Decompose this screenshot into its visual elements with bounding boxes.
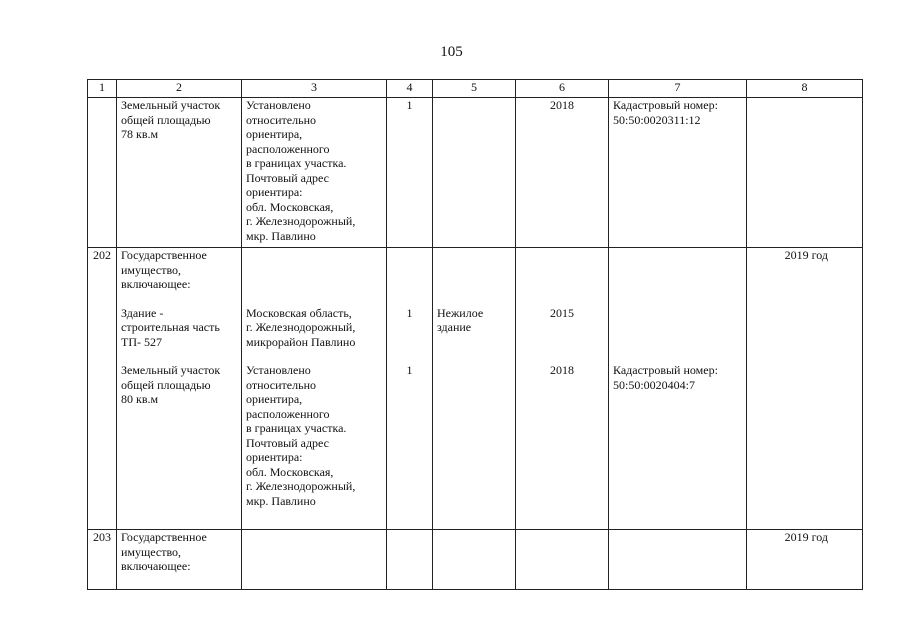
header-cell: 4 <box>387 80 433 98</box>
address-line: Почтовый адрес <box>246 170 330 185</box>
title-line: Государственное <box>121 530 207 544</box>
year-value: 2015 <box>550 305 574 320</box>
type-cell <box>433 530 516 590</box>
address-line: ориентира: <box>246 450 303 464</box>
note-cell <box>609 248 747 530</box>
name-line: Земельный участок <box>121 363 221 377</box>
name-line: Здание - <box>121 305 164 320</box>
row-number-cell <box>88 98 117 248</box>
address-cell <box>242 98 387 248</box>
note-line: Кадастровый номер: <box>613 363 718 377</box>
quantity-cell <box>387 248 433 530</box>
period-cell <box>747 98 863 248</box>
note-line: Кадастровый номер: <box>613 98 718 112</box>
type-line: здание <box>437 320 472 334</box>
row-number-cell: 202 <box>88 248 117 530</box>
address-line: расположенного <box>246 141 330 156</box>
name-line: 78 кв.м <box>121 127 159 141</box>
quantity-value: 1 <box>406 363 413 377</box>
name-cell <box>117 248 242 530</box>
address-line: Московская область, <box>246 305 352 320</box>
address-line: обл. Московская, <box>246 464 334 479</box>
address-line: мкр. Павлино <box>246 493 316 508</box>
year-cell <box>516 530 609 590</box>
address-line: ориентира, <box>246 127 303 141</box>
year-cell <box>516 248 609 530</box>
header-cell: 7 <box>609 80 747 98</box>
address-line: относительно <box>246 112 317 127</box>
quantity-cell <box>387 530 433 590</box>
address-line: г. Железнодорожный, <box>246 479 356 493</box>
address-line: Установлено <box>246 98 311 112</box>
address-line: ориентира: <box>246 185 303 199</box>
name-line: общей площадью <box>121 377 211 392</box>
name-line: Земельный участок <box>121 98 221 112</box>
address-line: ориентира, <box>246 392 303 406</box>
name-cell <box>117 530 242 590</box>
note-cell <box>609 98 747 248</box>
name-line: общей площадью <box>121 112 211 127</box>
title-line: имущество, <box>121 544 182 559</box>
year-value: 2018 <box>550 363 574 377</box>
property-table <box>87 79 863 590</box>
address-line: обл. Московская, <box>246 199 334 214</box>
address-line: мкр. Павлино <box>246 228 316 243</box>
name-cell <box>117 98 242 248</box>
year-cell: 2018 <box>516 98 609 248</box>
header-cell: 2 <box>117 80 242 98</box>
address-line: относительно <box>246 377 317 392</box>
address-line: Почтовый адрес <box>246 435 330 450</box>
address-cell <box>242 248 387 530</box>
table-row <box>88 98 863 248</box>
row-number-cell: 203 <box>88 530 117 590</box>
table-row <box>88 530 863 590</box>
note-line: 50:50:0020404:7 <box>613 377 696 392</box>
quantity-cell: 1 <box>387 98 433 248</box>
address-line: г. Железнодорожный, <box>246 320 356 334</box>
name-line: ТП- 527 <box>121 334 162 349</box>
period-cell: 2019 год <box>747 248 863 530</box>
header-cell: 1 <box>88 80 117 98</box>
header-cell: 8 <box>747 80 863 98</box>
type-cell <box>433 248 516 530</box>
title-line: включающее: <box>121 559 191 573</box>
note-line: 50:50:0020311:12 <box>613 112 701 127</box>
address-cell <box>242 530 387 590</box>
table-row <box>88 248 863 530</box>
period-cell: 2019 год <box>747 530 863 590</box>
address-line: расположенного <box>246 406 330 421</box>
address-line: в границах участка. <box>246 156 347 170</box>
quantity-value: 1 <box>406 305 413 320</box>
name-line: 80 кв.м <box>121 392 159 406</box>
title-line: включающее: <box>121 277 191 291</box>
title-line: имущество, <box>121 262 182 277</box>
header-cell: 5 <box>433 80 516 98</box>
address-line: в границах участка. <box>246 421 347 435</box>
page-number: 105 <box>440 44 463 60</box>
type-line: Нежилое <box>437 305 484 320</box>
name-line: строительная часть <box>121 320 220 334</box>
note-cell <box>609 530 747 590</box>
type-cell <box>433 98 516 248</box>
address-line: г. Железнодорожный, <box>246 214 356 228</box>
title-line: Государственное <box>121 248 207 262</box>
header-cell: 6 <box>516 80 609 98</box>
header-row <box>88 80 863 98</box>
address-line: Установлено <box>246 363 311 377</box>
header-cell: 3 <box>242 80 387 98</box>
address-line: микрорайон Павлино <box>246 334 356 349</box>
